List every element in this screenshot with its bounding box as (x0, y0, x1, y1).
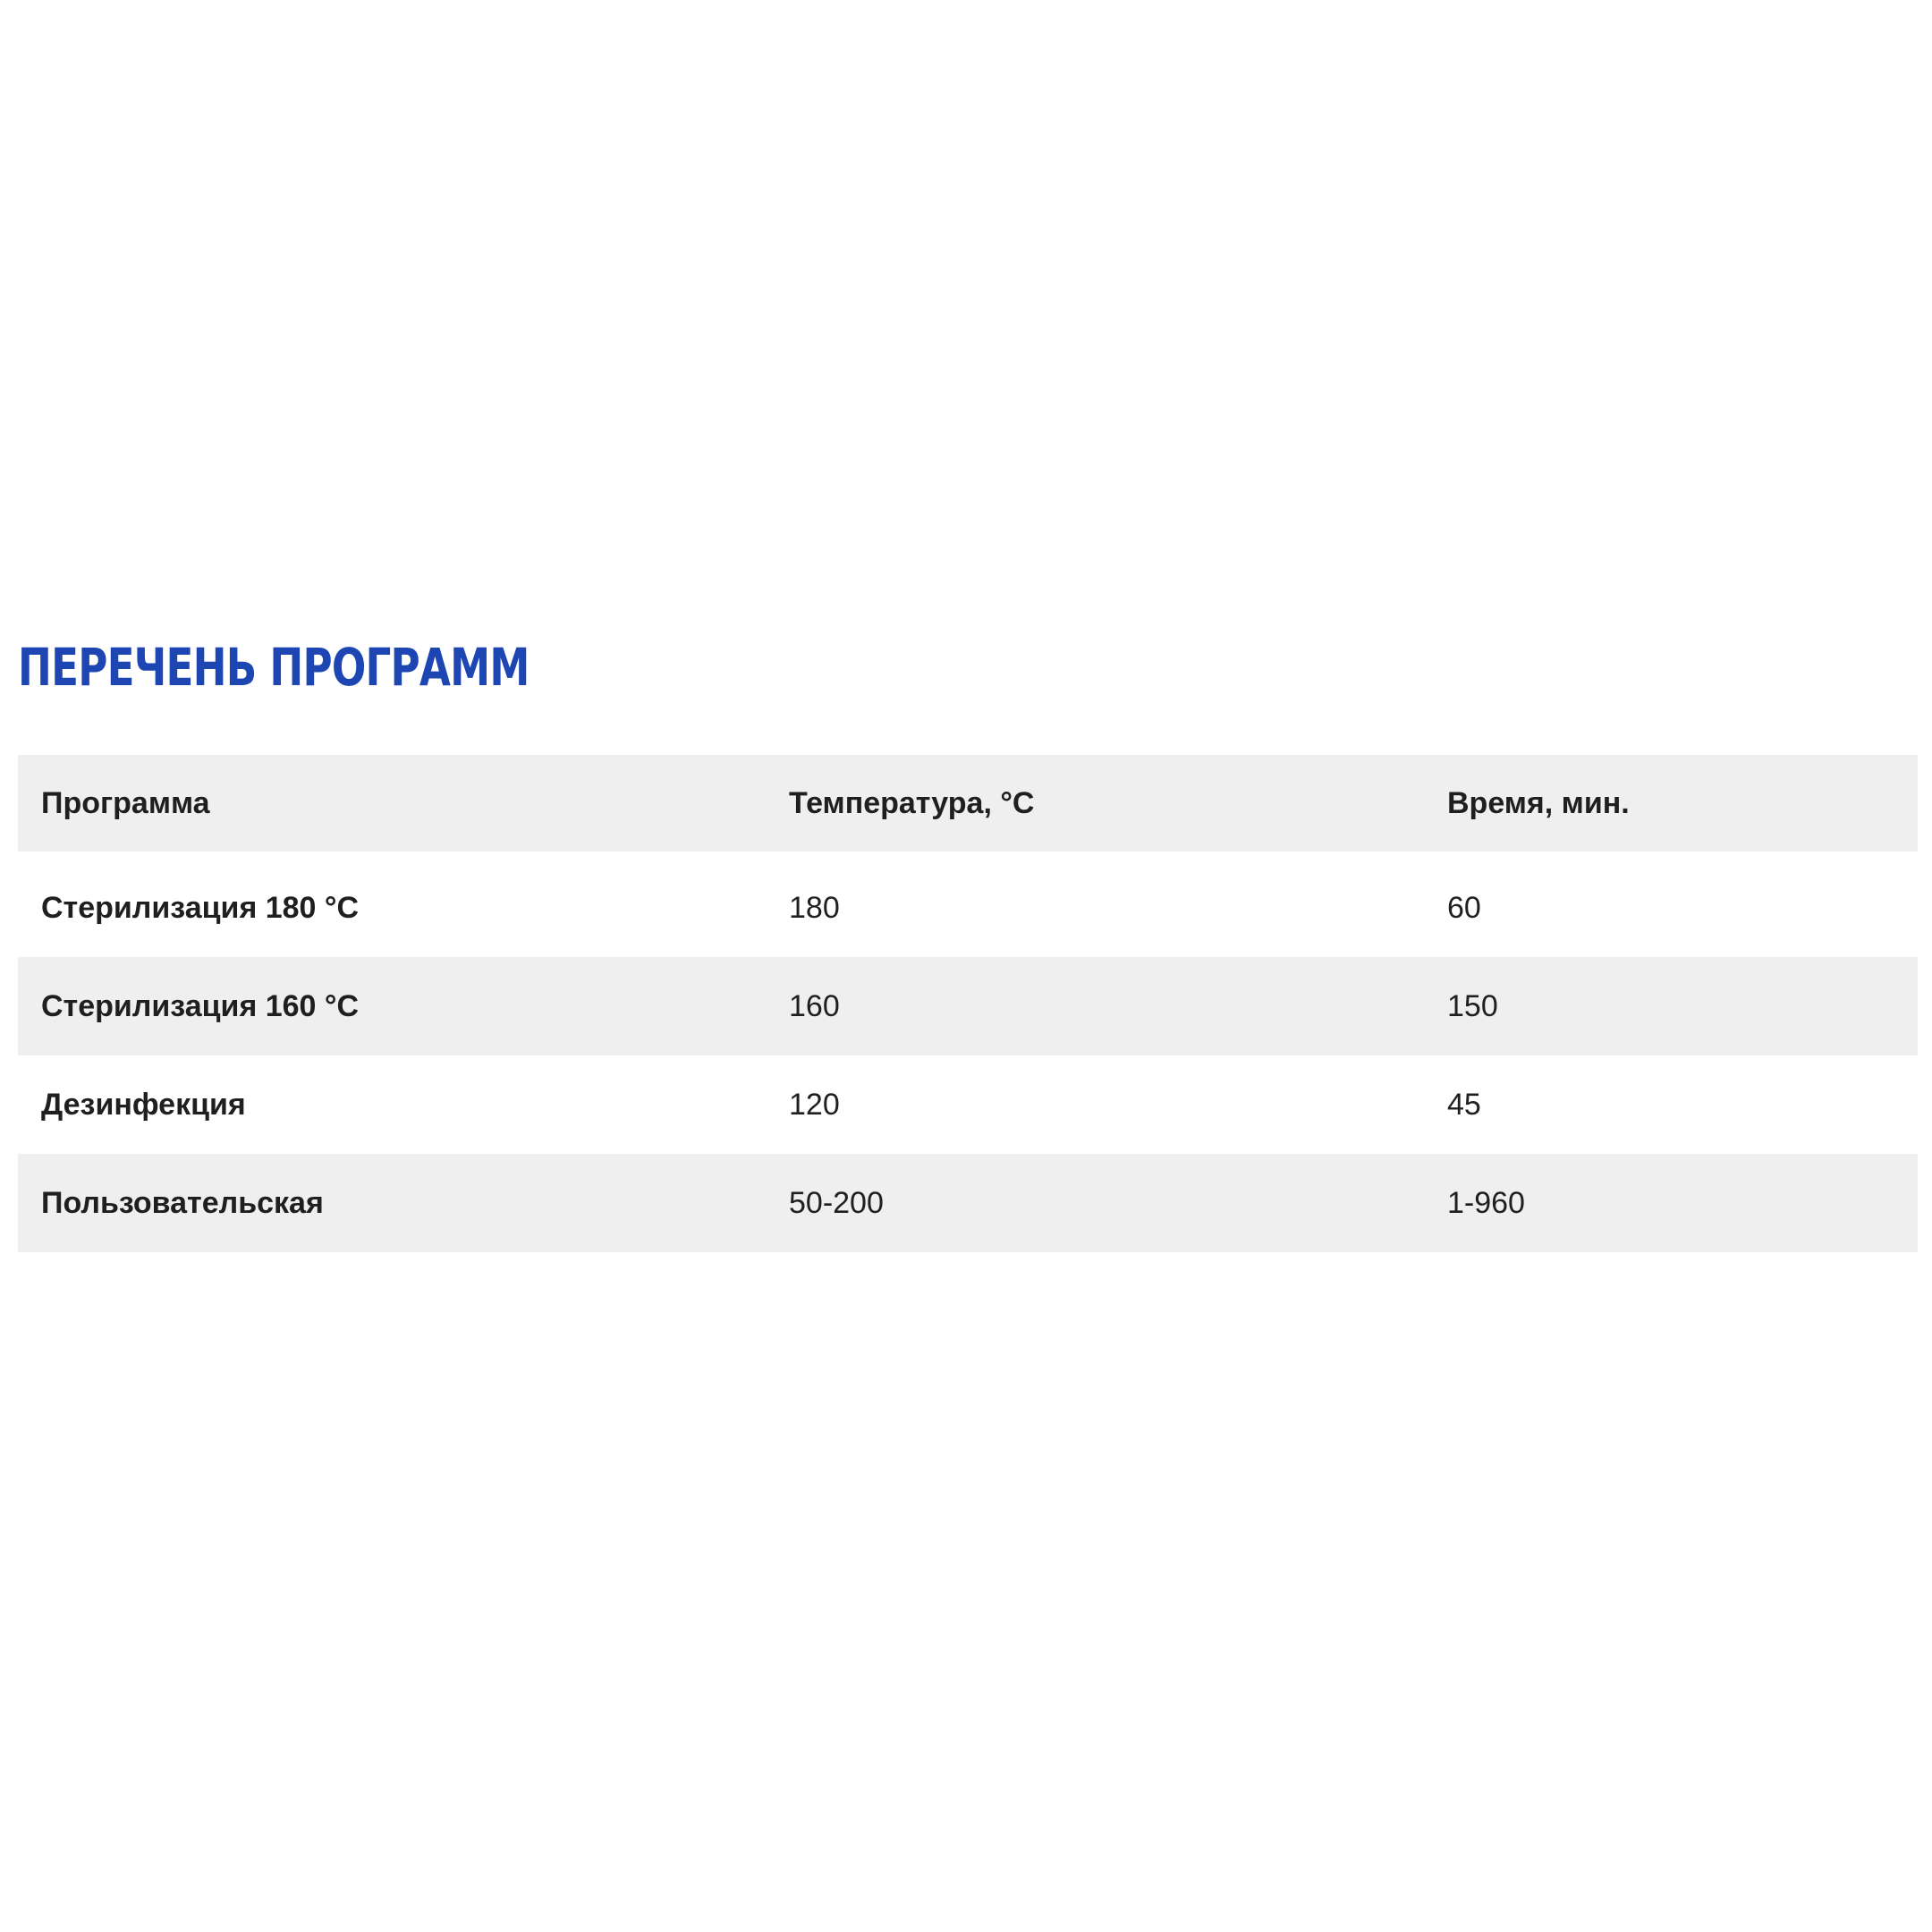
table-row (18, 957, 1918, 1055)
program-time: 45 (1447, 1087, 1481, 1122)
program-name: Пользовательская (41, 1185, 324, 1220)
program-temperature: 160 (789, 988, 840, 1023)
program-time: 1-960 (1447, 1185, 1525, 1220)
program-time: 60 (1447, 890, 1481, 925)
program-temperature: 120 (789, 1087, 840, 1122)
program-temperature: 50-200 (789, 1185, 884, 1220)
header-temperature: Температура, °С (789, 785, 1035, 820)
table-row (18, 859, 1918, 957)
header-time: Время, мин. (1447, 785, 1630, 820)
program-name: Дезинфекция (41, 1087, 246, 1122)
program-temperature: 180 (789, 890, 840, 925)
table-header-row (18, 755, 1918, 852)
page-title: ПЕРЕЧЕНЬ ПРОГРАММ (18, 637, 530, 698)
programs-table (18, 755, 1918, 1252)
program-time: 150 (1447, 988, 1498, 1023)
table-row (18, 1154, 1918, 1252)
header-program: Программа (41, 785, 210, 820)
program-name: Стерилизация 180 °С (41, 890, 360, 925)
program-name: Стерилизация 160 °С (41, 988, 360, 1023)
table-row (18, 1055, 1918, 1154)
